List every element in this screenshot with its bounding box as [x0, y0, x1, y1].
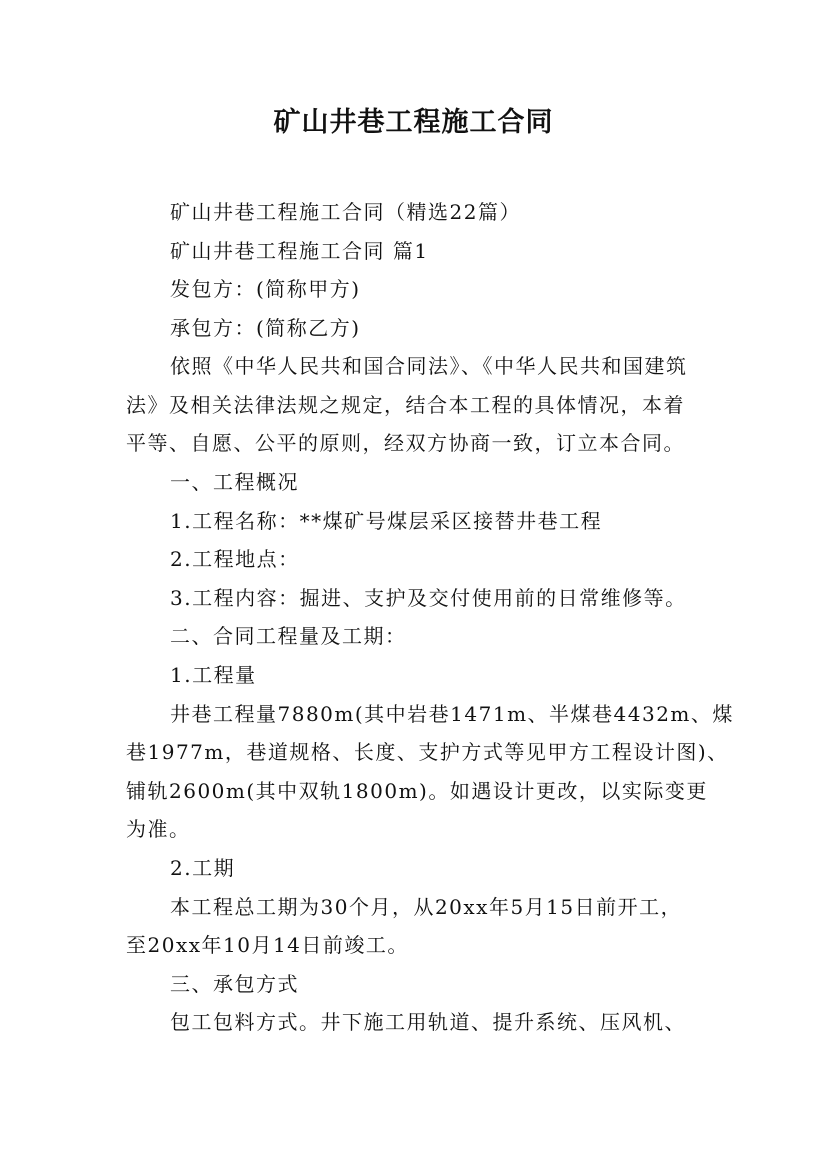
paragraph-line: 包工包料方式。井下施工用轨道、提升系统、压风机、 [170, 1010, 686, 1034]
paragraph-line: 矿山井巷工程施工合同（精选22篇） [170, 200, 521, 224]
paragraph-line: 承包方：(简称乙方) [170, 316, 361, 340]
paragraph-line: 发包方：(简称甲方) [170, 277, 361, 301]
section-heading: 一、工程概况 [170, 470, 299, 494]
paragraph-line: 巷1977m，巷道规格、长度、支护方式等见甲方工程设计图)、 [126, 740, 729, 764]
paragraph-line: 1.工程量 [170, 663, 257, 687]
paragraph-line: 2.工期 [170, 856, 236, 880]
paragraph-line: 1.工程名称：**煤矿号煤层采区接替井巷工程 [170, 509, 603, 533]
paragraph-line: 为准。 [126, 817, 191, 841]
paragraph-line: 依照《中华人民共和国合同法》、《中华人民共和国建筑 [170, 354, 688, 378]
paragraph-line: 法》及相关法律法规之规定，结合本工程的具体情况，本着 [126, 393, 685, 417]
paragraph-line: 平等、自愿、公平的原则，经双方协商一致，订立本合同。 [126, 431, 685, 455]
document-title: 矿山井巷工程施工合同 [273, 107, 554, 138]
paragraph-line: 井巷工程量7880m(其中岩巷1471m、半煤巷4432m、煤 [170, 702, 734, 726]
paragraph-line: 铺轨2600m(其中双轨1800m)。如遇设计更改，以实际变更 [126, 779, 708, 803]
paragraph-line: 3.工程内容：掘进、支护及交付使用前的日常维修等。 [170, 586, 687, 610]
section-heading: 二、合同工程量及工期： [170, 624, 407, 648]
paragraph-line: 本工程总工期为30个月，从20xx年5月15日前开工， [170, 895, 683, 919]
paragraph-line: 至20xx年10月14日前竣工。 [126, 933, 409, 957]
section-heading: 三、承包方式 [170, 972, 299, 996]
paragraph-line: 矿山井巷工程施工合同 篇1 [170, 239, 429, 263]
paragraph-line: 2.工程地点： [170, 547, 300, 571]
